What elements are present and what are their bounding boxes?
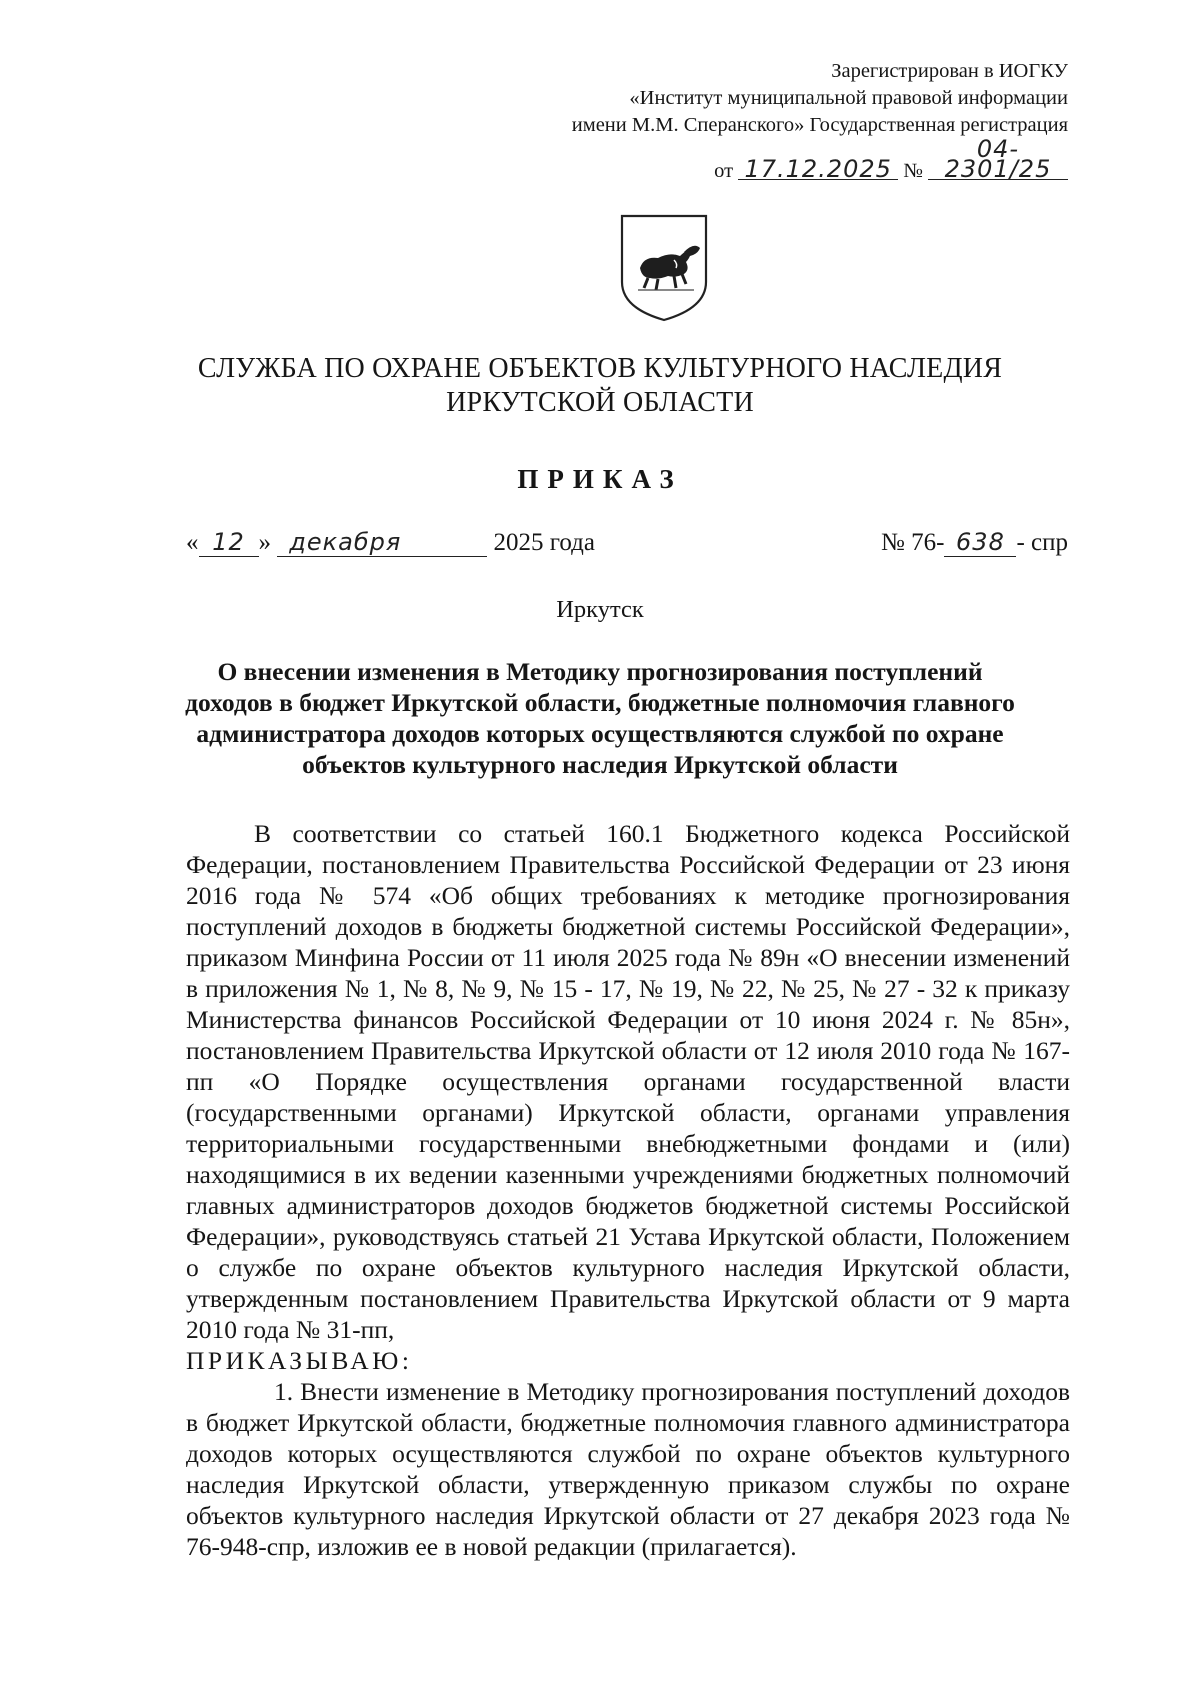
- sable-coat-of-arms-icon: [618, 212, 710, 324]
- registration-number-handwritten: 04-2301/25: [928, 139, 1068, 180]
- registration-line-1: Зарегистрирован в ИОГКУ: [831, 60, 1068, 82]
- order-item-1: 1. Внести изменение в Методику прогнозирования поступлений доходов в бюджет Иркутской области, бюджетные полномочия главного администратора доходов которых осуществляются службой по охране объектов культурного наследия Иркутской области, утвержденную приказом службы по охране объектов культурного наследия Иркутской области от 27 декабря 2023 года № 76-948-спр, изложив ее в новой редакции (прилагается).: [186, 1377, 1070, 1561]
- order-number-suffix: - спр: [1016, 529, 1068, 556]
- subject-line-4: объектов культурного наследия Иркутской области: [302, 750, 898, 779]
- registration-line-3: имени М.М. Сперанского» Государственная регистрация: [571, 114, 1068, 136]
- organization-line-1: СЛУЖБА ПО ОХРАНЕ ОБЪЕКТОВ КУЛЬТУРНОГО НАСЛЕДИЯ: [197, 353, 1003, 384]
- order-subject: [180, 656, 1020, 780]
- order-number: [881, 528, 1068, 557]
- date-year: 2025 года: [493, 529, 595, 556]
- preamble-paragraph: В соответствии со статьей 160.1 Бюджетного кодекса Российской Федерации, постановлением Правительства Российской Федерации от 23 июня 2016 года № 574 «Об общих требованиях к методике прогнозирования поступлений доходов в бюджеты бюджетной системы Российской Федерации», приказом Минфина России от 11 июля 2025 года № 89н «О внесении изменений в приложения № 1, № 8, № 9, № 15 - 17, № 19, № 22, № 25, № 27 - 32 к приказу Министерства финансов Российской Федерации от 10 июня 2024 г. № 85н», постановлением Правительства Иркутской области от 12 июля 2010 года № 167-пп «О Порядке осуществления органами государственной власти (государственными органами) Иркутской области, органами управления территориальными государственными внебюджетными фондами и (или) находящимися в их ведении казенными учреждениями бюджетных полномочий главных администраторов доходов бюджетов бюджетной системы Российской Федерации», руководствуясь статьей 21 Устава Иркутской области, Положением о службе по охране объектов культурного наследия Иркутской области, утвержденным постановлением Правительства Иркутской области от 9 марта 2010 года № 31-пп,: [186, 819, 1070, 1344]
- date-day-handwritten: 12: [199, 528, 259, 557]
- registration-from-label: от: [714, 160, 734, 182]
- organization-line-2: ИРКУТСКОЙ ОБЛАСТИ: [446, 387, 754, 418]
- order-title: ПРИКАЗ: [517, 464, 683, 494]
- date-open-quote: «: [186, 529, 199, 556]
- organization-name: [0, 352, 1200, 420]
- registration-date-handwritten: 17.12.2025: [738, 159, 898, 180]
- registration-line-2: «Институт муниципальной правовой информации: [629, 87, 1068, 109]
- order-date: [186, 528, 595, 557]
- subject-line-3: администратора доходов которых осуществляются службой по охране: [196, 719, 1004, 748]
- city: Иркутск: [556, 596, 644, 623]
- date-month-handwritten: декабря: [277, 528, 487, 557]
- subject-line-1: О внесении изменения в Методику прогнозирования поступлений: [217, 657, 983, 686]
- registration-line-4: [572, 135, 1068, 185]
- date-close-quote: »: [258, 529, 271, 556]
- registration-number-label: №: [903, 160, 923, 182]
- order-word: ПРИКАЗЫВАЮ:: [186, 1346, 413, 1375]
- registration-stamp: [572, 58, 1068, 185]
- order-number-prefix: № 76-: [881, 529, 945, 556]
- subject-line-2: доходов в бюджет Иркутской области, бюджетные полномочия главного: [185, 688, 1015, 717]
- order-number-handwritten: 638: [944, 528, 1016, 557]
- order-body: [186, 818, 1070, 1562]
